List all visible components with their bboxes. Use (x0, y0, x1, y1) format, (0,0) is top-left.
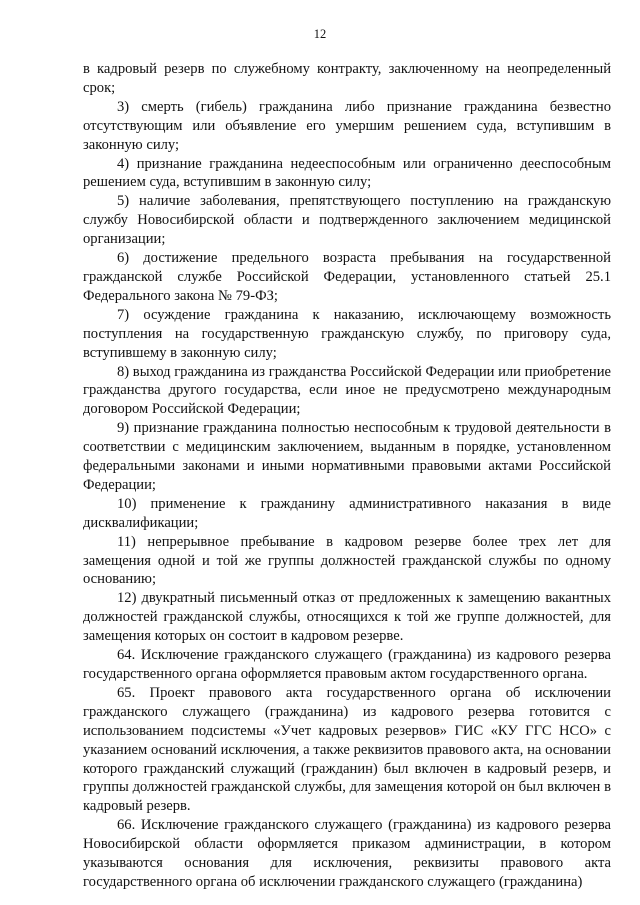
list-item-7: 7) осуждение гражданина к наказанию, исключающему возможность поступления на государственную гражданскую службу, по приговору суда, вступившему в законную силу; (83, 306, 611, 361)
list-item-5: 5) наличие заболевания, препятствующего поступлению на гражданскую службу Новосибирской области и подтвержденного заключением медицинской организации; (83, 193, 611, 248)
list-item-11: 11) непрерывное пребывание в кадровом резерве более трех лет для замещения одной и той же группы должностей гражданской службы по одному основанию; (83, 533, 611, 588)
clause-66: 66. Исключение гражданского служащего (гражданина) из кадрового резерва Новосибирской области оформляется приказом администрации, в котором указываются основания для исключения, реквизиты правового акта государственного органа об исключении гражданского служащего (гражданина) (83, 817, 611, 890)
list-item-3: 3) смерть (гибель) гражданина либо признание гражданина безвестно отсутствующим или объявление его умершим решением суда, вступившим в законную силу; (83, 98, 611, 153)
paragraph-continuation: в кадровый резерв по служебному контракту, заключенному на неопределенный срок; (83, 61, 611, 96)
list-item-10: 10) применение к гражданину административного наказания в виде дисквалификации; (83, 495, 611, 531)
list-item-4: 4) признание гражданина недееспособным или ограниченно дееспособным решением суда, вступившим в законную силу; (83, 155, 611, 191)
clause-65: 65. Проект правового акта государственного органа об исключении гражданского служащего (гражданина) из кадрового резерва готовится с использованием подсистемы «Учет кадровых резервов» ГИС «КУ ГГС НСО» с указанием оснований исключения, а также реквизитов правового акта, на основании которого гражданский служащий (гражданин) был включен в кадровый резерв, и группы должностей гражданской службы, для замещения которой он был включен в кадровый резерв. (83, 684, 611, 815)
list-item-6: 6) достижение предельного возраста пребывания на государственной гражданской службе Российской Федерации, установленного статьей 25.1 Федерального закона № 79-ФЗ; (83, 250, 611, 304)
page-number: 12 (313, 27, 327, 41)
list-item-12: 12) двукратный письменный отказ от предложенных к замещению вакантных должностей гражданской службы, относящихся к той же группе должностей, для замещения которых он состоит в кадровом резерве. (83, 590, 611, 645)
list-item-9: 9) признание гражданина полностью неспособным к трудовой деятельности в соответствии с медицинским заключением, выданным в порядке, установленном федеральными законами и иными нормативными правовыми актами Российской Федерации; (83, 420, 611, 493)
list-item-8: 8) выход гражданина из гражданства Российской Федерации или приобретение гражданства другого государства, если иное не предусмотрено международным договором Российской Федерации; (83, 363, 612, 418)
clause-64: 64. Исключение гражданского служащего (гражданина) из кадрового резерва государственного органа оформляется правовым актом государственного органа. (83, 647, 611, 682)
document-body (83, 60, 611, 892)
